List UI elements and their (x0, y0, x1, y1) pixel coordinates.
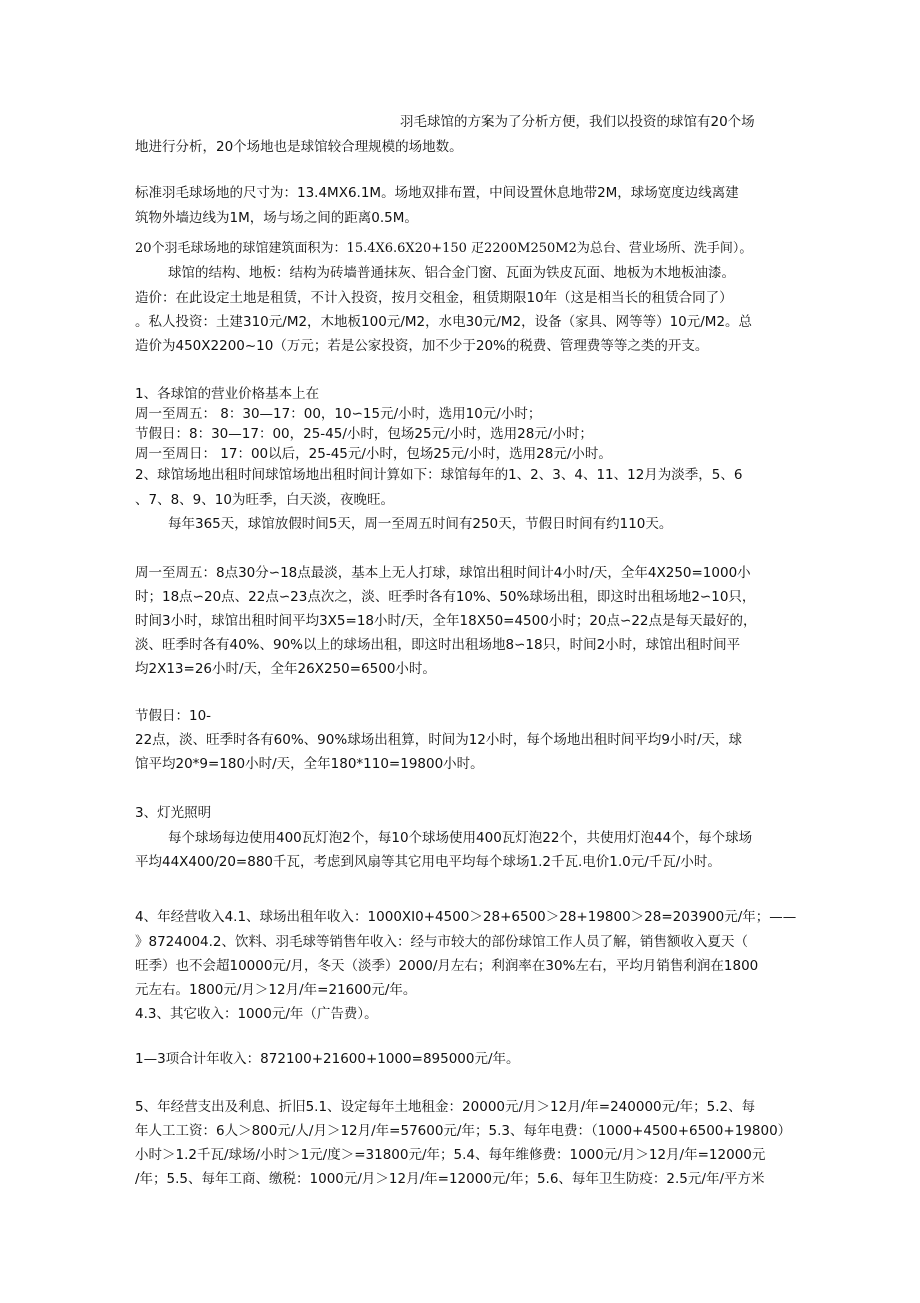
structure-line-4: 造价为450X2200~10（万元；若是公家投资，加不少于20%的税费、管理费等等之类的开支。 (135, 338, 709, 354)
section3-line-1: 每个球场每边使用400瓦灯泡2个，每10个球场使用400瓦灯泡22个，共使用灯泡44个，每个球场 (168, 830, 753, 846)
section1-heading: 1、各球馆的营业价格基本上在 (135, 386, 320, 402)
weekday-line-5: 均2X13=26小时/天，全年26X250=6500小时。 (135, 661, 436, 677)
court-spec-line-1: 标准羽毛球场地的尺寸为：13.4MX6.1M。场地双排布置，中间设置休息地带2M，球场宽度边线离建 (135, 185, 739, 201)
weekday-line-4: 淡、旺季时各有40%、90%以上的球场出租，即这时出租场地8∽18只，时间2小时，球馆出租时间平 (135, 637, 741, 653)
section4-line-1: 4、年经营收入4.1、球场出租年收入：1000XI0+4500＞28+6500＞28+19800＞28=203900元/年；—— (135, 909, 797, 925)
price-weekday: 周一至周五： 8：30—17：00，10∽15元/小时，选用10元/小时； (135, 406, 542, 422)
court-spec-line-2: 筑物外墙边线为1M，场与场之间的距离0.5M。 (135, 210, 418, 226)
section4-line-4: 元左右。1800元/月＞12月/年=21600元/年。 (135, 982, 417, 998)
intro-line-2: 地进行分析，20个场地也是球馆较合理规模的场地数。 (135, 139, 463, 155)
section5-line-3: 小时＞1.2千瓦/球场/小时＞1元/度＞=31800元/年；5.4、每年维修费：1000元/月＞12月/年=12000元 (135, 1147, 766, 1163)
section3-heading: 3、灯光照明 (135, 805, 212, 821)
intro-line-1: 羽毛球馆的方案为了分析方便，我们以投资的球馆有20个场 (400, 114, 755, 130)
section4-line-3: 旺季）也不会超10000元/月，冬天（淡季）2000/月左右；利润率在30%左右，平均月销售利润在1800 (135, 958, 759, 974)
structure-line-3: 。私人投资：土建310元/M2，木地板100元/M2，水电30元/M2，设备（家具、网等等）10元/M2。总 (135, 314, 753, 330)
section4-line-2: 》8724004.2、饮料、羽毛球等销售年收入：经与市较大的部份球馆工作人员了解，销售额收入夏天（ (135, 934, 749, 950)
holiday-line-1: 节假日：10- (135, 708, 212, 724)
section2-line-3: 每年365天，球馆放假时间5天，周一至周五时间有250天，节假日时间有约110天。 (168, 516, 673, 532)
section2-line-1: 2、球馆场地出租时间球馆场地出租时间计算如下：球馆每年的1、2、3、4、11、12月为淡季，5、6 (135, 467, 743, 483)
section4-line-5: 4.3、其它收入：1000元/年（广告费）。 (135, 1006, 378, 1022)
weekday-line-1: 周一至周五：8点30分∽18点最淡，基本上无人打球，球馆出租时间计4小时/天，全年4X250=1000小 (135, 565, 751, 581)
weekday-line-3: 时间3小时，球馆出租时间平均3X5=18小时/天，全年18X50=4500小时；20点∽22点是每天最好的， (135, 613, 757, 629)
weekday-line-2: 时；18点∽20点、22点∽23点次之，淡、旺季时各有10%、50%球场出租，即这时出租场地2∽10只， (135, 589, 756, 605)
holiday-line-2: 22点，淡、旺季时各有60%、90%球场出租算，时间为12小时，每个场地出租时间平均9小时/天，球 (135, 732, 743, 748)
holiday-line-3: 馆平均20*9=180小时/天，全年180*110=19800小时。 (135, 756, 484, 772)
section3-line-2: 平均44X400/20=880千瓦，考虑到风扇等其它用电平均每个球场1.2千瓦.电价1.0元/千瓦/小时。 (135, 854, 721, 870)
total-income-line: 1—3项合计年收入：872100+21600+1000=895000元/年。 (135, 1051, 520, 1067)
price-evening: 周一至周日： 17：00以后，25-45元/小时，包场25元/小时，选用28元/小时。 (135, 446, 612, 462)
section5-line-4: /年；5.5、每年工商、缴税：1000元/月＞12月/年=12000元/年；5.6、每年卫生防疫：2.5元/年/平方米 (135, 1171, 765, 1187)
section2-line-2: 、7、8、9、10为旺季，白天淡，夜晚旺。 (135, 492, 394, 508)
section5-line-1: 5、年经营支出及利息、折旧5.1、设定每年土地租金：20000元/月＞12月/年=240000元/年；5.2、每 (135, 1099, 756, 1115)
structure-line-2: 造价：在此设定土地是租赁，不计入投资，按月交租金，租赁期限10年（这是相当长的租赁合同了） (135, 290, 733, 306)
building-area-line: 20个羽毛球场地的球馆建筑面积为：15.4X6.6X20+150 疋2200M250M2为总台、营业场所、洗手间）。 (135, 241, 753, 256)
structure-line-1: 球馆的结构、地板：结构为砖墙普通抹灰、铝合金门窗、瓦面为铁皮瓦面、地板为木地板油漆。 (168, 265, 735, 281)
section5-line-2: 年人工工资：6人＞800元/人/月＞12月/年=57600元/年；5.3、每年电费：（1000+4500+6500+19800） (135, 1123, 792, 1139)
price-holiday: 节假日：8：30—17：00，25-45/小时，包场25元/小时，选用28元/小时； (135, 426, 593, 442)
